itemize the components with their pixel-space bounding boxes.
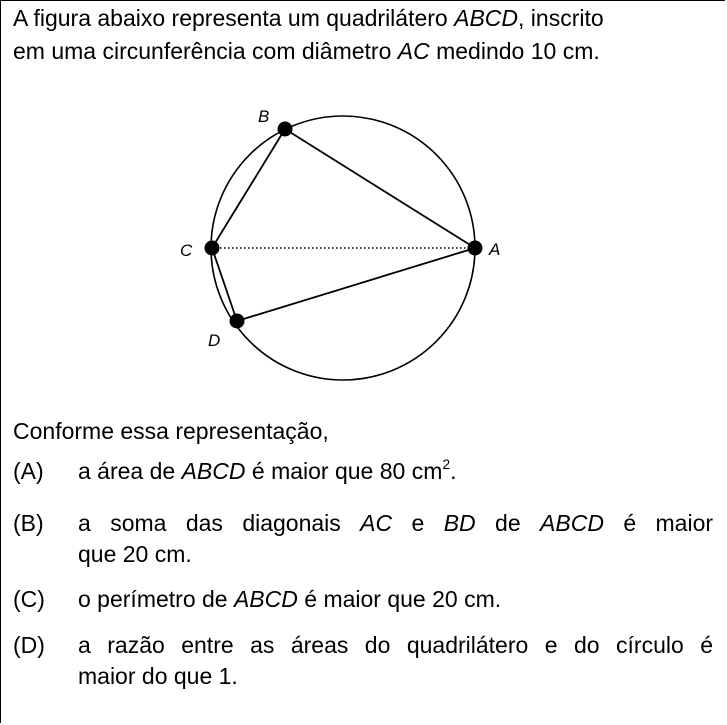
option-text-line-2: maior do que 1.: [78, 663, 238, 689]
option-text-line-1: [78, 507, 713, 540]
option-letter: (A): [13, 458, 44, 484]
option-b[interactable]: [13, 507, 713, 573]
option-text-line-1: a razão entre as áreas do quadrilátero e do círculo é: [78, 632, 713, 658]
label-a: A: [489, 240, 501, 259]
label-d: D: [208, 331, 221, 350]
word: diagonais: [242, 510, 341, 536]
word: de: [495, 510, 521, 536]
vertex-b: [278, 122, 293, 137]
vertex-d: [230, 314, 245, 329]
option-var: ABCD: [181, 458, 246, 484]
option-text-part: é maior que 20 cm.: [297, 586, 502, 612]
inscribed-quadrilateral-figure: [150, 98, 530, 398]
superscript: 2: [442, 456, 451, 472]
intro-text: em uma circunferência com diâmetro: [13, 38, 398, 64]
word: a: [78, 510, 91, 536]
option-text-line-2: que 20 cm.: [78, 541, 192, 567]
prompt-text: Conforme essa representação,: [13, 418, 329, 444]
intro-text: medindo 10 cm.: [429, 38, 600, 64]
option-var: BD: [443, 510, 476, 536]
option-var: AC: [360, 510, 393, 536]
option-d[interactable]: [13, 629, 713, 695]
word: soma: [110, 510, 167, 536]
label-b: B: [258, 107, 270, 126]
vertex-c: [205, 241, 220, 256]
option-text-part: o perímetro de: [78, 586, 234, 612]
option-var: ABCD: [233, 586, 298, 612]
intro-text: A figura abaixo representa um quadrilátero: [13, 5, 455, 31]
circumference: [211, 116, 475, 380]
word: das: [185, 510, 223, 536]
intro-line-1: [13, 2, 713, 35]
option-text-part: a área de: [78, 458, 182, 484]
intro-line-2: [13, 35, 600, 68]
option-text: [78, 455, 713, 488]
option-text-part: é maior que 80 cm: [245, 458, 443, 484]
word: e: [411, 510, 425, 536]
intro-var-abcd: ABCD: [454, 5, 519, 31]
option-text: [78, 583, 713, 616]
word: maior: [655, 510, 714, 536]
option-letter: (D): [13, 632, 45, 658]
quadrilateral-abcd: [212, 129, 475, 321]
option-var: ABCD: [540, 510, 604, 536]
label-c: C: [180, 241, 193, 260]
word: é: [623, 510, 637, 536]
option-letter: (B): [13, 510, 44, 536]
vertex-a: [468, 241, 483, 256]
option-text-part: .: [450, 458, 457, 484]
intro-text: , inscrito: [518, 5, 604, 31]
option-letter: (C): [13, 586, 45, 612]
intro-var-ac: AC: [397, 38, 430, 64]
